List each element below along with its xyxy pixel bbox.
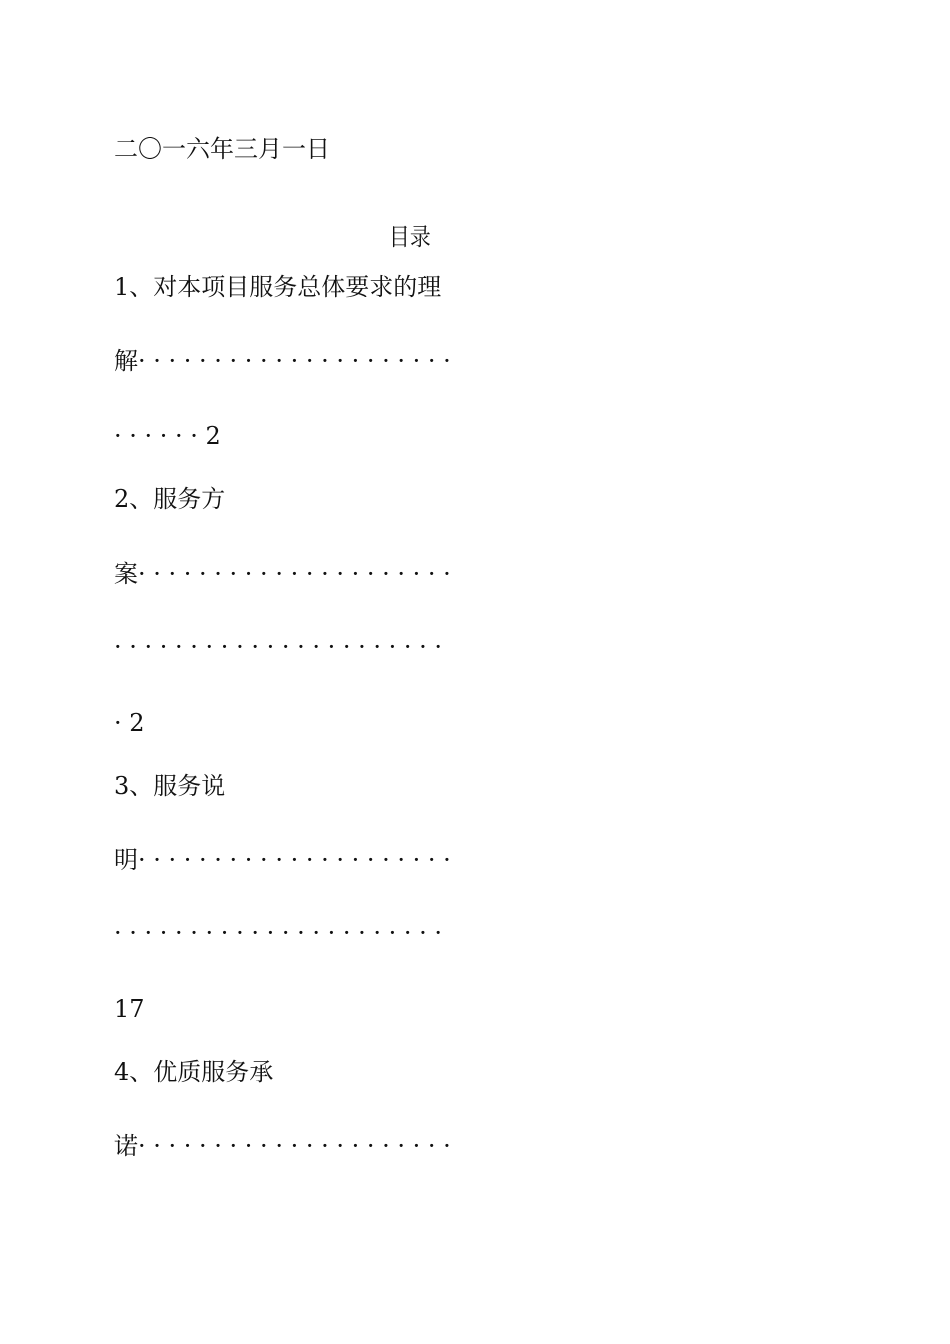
toc-entry-3-leader-cont: · · · · · · · · · · · · · · · · · · · · · · bbox=[114, 919, 443, 947]
toc-entry-3-leader: 明· · · · · · · · · · · · · · · · · · · · · bbox=[114, 846, 451, 874]
toc-entry-2-title: 2、服务方 bbox=[114, 485, 226, 513]
toc-entry-2-page: · 2 bbox=[114, 709, 145, 737]
toc-entry-2-leader-cont: · · · · · · · · · · · · · · · · · · · · · · bbox=[114, 633, 443, 661]
toc-entry-4-leader: 诺· · · · · · · · · · · · · · · · · · · · · bbox=[114, 1132, 451, 1160]
toc-entry-3-title: 3、服务说 bbox=[114, 772, 226, 800]
toc-entry-3-page: 17 bbox=[114, 995, 145, 1023]
toc-title: 目录 bbox=[388, 223, 431, 251]
toc-entry-1-leader: 解· · · · · · · · · · · · · · · · · · · · · bbox=[114, 347, 451, 375]
toc-entry-1-title: 1、对本项目服务总体要求的理 bbox=[114, 273, 442, 301]
toc-entry-4-title: 4、优质服务承 bbox=[114, 1058, 274, 1086]
document-date: 二〇一六年三月一日 bbox=[114, 135, 330, 163]
toc-entry-2-leader: 案· · · · · · · · · · · · · · · · · · · · · bbox=[114, 560, 451, 588]
toc-entry-1-page: · · · · · · 2 bbox=[114, 422, 221, 450]
